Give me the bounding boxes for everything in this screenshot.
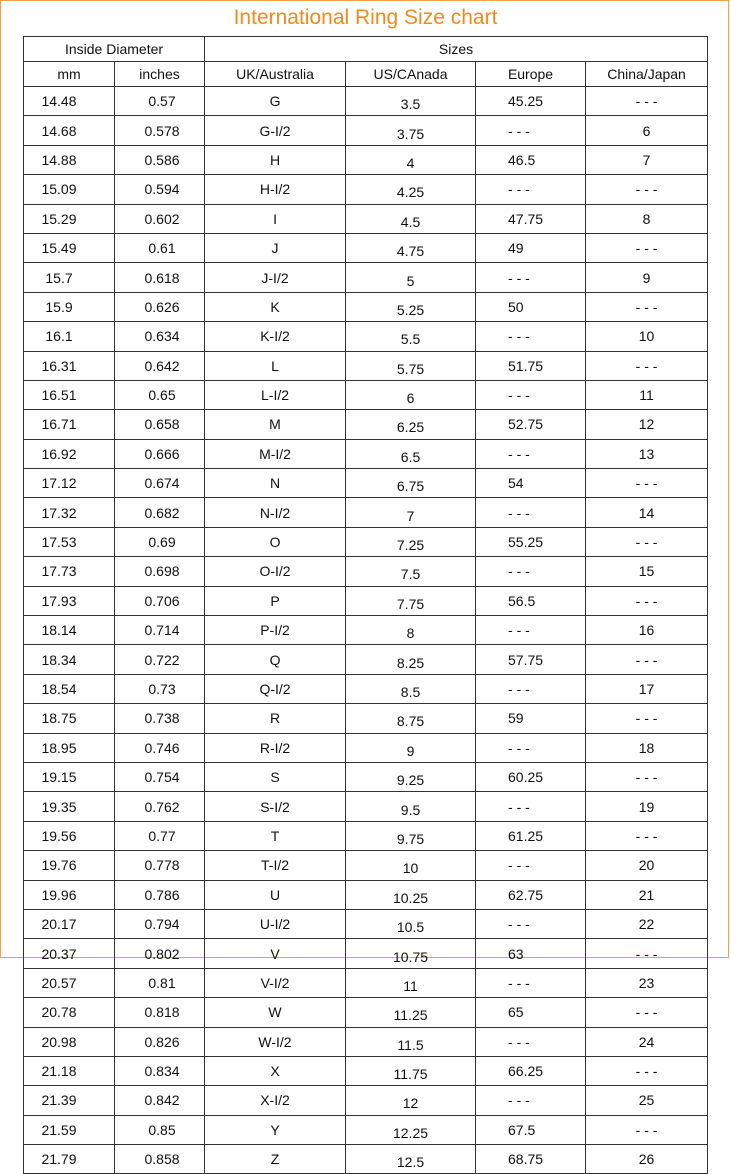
cell-europe: 63: [476, 939, 586, 968]
cell-china-japan: 25: [586, 1086, 708, 1115]
cell-us-canada: 4.5: [346, 204, 476, 233]
cell-us-canada: 11.25: [346, 998, 476, 1027]
table-row: [24, 410, 708, 439]
cell-us-canada: 6.25: [346, 410, 476, 439]
cell-china-japan: - - -: [586, 645, 708, 674]
cell-europe: 49: [476, 233, 586, 262]
cell-inches: 0.738: [115, 704, 205, 733]
cell-us-canada: 7.5: [346, 557, 476, 586]
cell-inches: 0.594: [115, 175, 205, 204]
cell-inches: 0.61: [115, 233, 205, 262]
cell-us-canada: 10.5: [346, 909, 476, 938]
column-header-china-japan: China/Japan: [586, 62, 708, 87]
cell-mm: 15.09: [24, 175, 115, 204]
cell-mm: 17.12: [24, 469, 115, 498]
cell-mm: 20.78: [24, 998, 115, 1027]
header-sizes: Sizes: [205, 37, 708, 62]
table-row: [24, 733, 708, 762]
cell-inches: 0.818: [115, 998, 205, 1027]
cell-us-canada: 5: [346, 263, 476, 292]
cell-uk-australia: K-I/2: [205, 322, 346, 351]
cell-china-japan: - - -: [586, 351, 708, 380]
cell-china-japan: 24: [586, 1027, 708, 1056]
cell-mm: 18.34: [24, 645, 115, 674]
cell-china-japan: 14: [586, 498, 708, 527]
cell-uk-australia: J: [205, 233, 346, 262]
cell-mm: 19.76: [24, 851, 115, 880]
cell-mm: 16.1: [24, 322, 115, 351]
header-inside-diameter: Inside Diameter: [24, 37, 205, 62]
cell-us-canada: 9.5: [346, 792, 476, 821]
cell-europe: 66.25: [476, 1056, 586, 1085]
cell-china-japan: 8: [586, 204, 708, 233]
cell-europe: - - -: [476, 1027, 586, 1056]
cell-us-canada: 8.25: [346, 645, 476, 674]
cell-us-canada: 8: [346, 616, 476, 645]
cell-mm: 21.79: [24, 1145, 115, 1174]
cell-inches: 0.778: [115, 851, 205, 880]
cell-uk-australia: H: [205, 145, 346, 174]
cell-inches: 0.69: [115, 527, 205, 556]
cell-china-japan: 17: [586, 674, 708, 703]
cell-china-japan: - - -: [586, 704, 708, 733]
table-row: [24, 527, 708, 556]
cell-europe: - - -: [476, 175, 586, 204]
cell-china-japan: 10: [586, 322, 708, 351]
cell-us-canada: 7.25: [346, 527, 476, 556]
cell-mm: 17.53: [24, 527, 115, 556]
cell-china-japan: 21: [586, 880, 708, 909]
table-row: [24, 762, 708, 791]
cell-mm: 18.54: [24, 674, 115, 703]
cell-mm: 19.56: [24, 821, 115, 850]
cell-europe: 59: [476, 704, 586, 733]
cell-europe: 50: [476, 292, 586, 321]
cell-us-canada: 8.75: [346, 704, 476, 733]
cell-us-canada: 8.5: [346, 674, 476, 703]
cell-europe: - - -: [476, 616, 586, 645]
cell-us-canada: 4.25: [346, 175, 476, 204]
cell-mm: 20.17: [24, 909, 115, 938]
cell-europe: - - -: [476, 116, 586, 145]
cell-inches: 0.578: [115, 116, 205, 145]
table-row: [24, 998, 708, 1027]
table-row: [24, 851, 708, 880]
cell-china-japan: - - -: [586, 175, 708, 204]
cell-uk-australia: W: [205, 998, 346, 1027]
cell-us-canada: 9.25: [346, 762, 476, 791]
table-row: [24, 1027, 708, 1056]
cell-inches: 0.81: [115, 968, 205, 997]
cell-china-japan: - - -: [586, 762, 708, 791]
cell-uk-australia: P: [205, 586, 346, 615]
column-header-inches: inches: [115, 62, 205, 87]
cell-europe: 46.5: [476, 145, 586, 174]
cell-china-japan: 23: [586, 968, 708, 997]
cell-inches: 0.642: [115, 351, 205, 380]
cell-mm: 16.31: [24, 351, 115, 380]
cell-mm: 17.73: [24, 557, 115, 586]
cell-us-canada: 4.75: [346, 233, 476, 262]
cell-china-japan: 12: [586, 410, 708, 439]
table-row: [24, 322, 708, 351]
cell-china-japan: - - -: [586, 939, 708, 968]
table-row: [24, 233, 708, 262]
cell-china-japan: 15: [586, 557, 708, 586]
cell-uk-australia: Y: [205, 1115, 346, 1144]
table-row: [24, 968, 708, 997]
cell-mm: 15.9: [24, 292, 115, 321]
table-row: [24, 1056, 708, 1085]
cell-mm: 15.7: [24, 263, 115, 292]
cell-china-japan: 7: [586, 145, 708, 174]
cell-uk-australia: S-I/2: [205, 792, 346, 821]
cell-europe: - - -: [476, 380, 586, 409]
cell-europe: - - -: [476, 792, 586, 821]
cell-uk-australia: O-I/2: [205, 557, 346, 586]
cell-europe: - - -: [476, 968, 586, 997]
cell-us-canada: 11.75: [346, 1056, 476, 1085]
cell-europe: 54: [476, 469, 586, 498]
cell-europe: - - -: [476, 851, 586, 880]
cell-us-canada: 10.25: [346, 880, 476, 909]
cell-mm: 20.98: [24, 1027, 115, 1056]
cell-europe: - - -: [476, 263, 586, 292]
cell-inches: 0.722: [115, 645, 205, 674]
cell-us-canada: 5.25: [346, 292, 476, 321]
cell-inches: 0.682: [115, 498, 205, 527]
table-row: [24, 909, 708, 938]
cell-europe: - - -: [476, 733, 586, 762]
cell-us-canada: 7.75: [346, 586, 476, 615]
cell-mm: 15.49: [24, 233, 115, 262]
cell-uk-australia: M-I/2: [205, 439, 346, 468]
cell-uk-australia: H-I/2: [205, 175, 346, 204]
cell-mm: 19.15: [24, 762, 115, 791]
cell-china-japan: - - -: [586, 1056, 708, 1085]
cell-china-japan: - - -: [586, 821, 708, 850]
cell-china-japan: 6: [586, 116, 708, 145]
cell-china-japan: - - -: [586, 87, 708, 116]
cell-mm: 20.37: [24, 939, 115, 968]
cell-inches: 0.762: [115, 792, 205, 821]
cell-mm: 16.92: [24, 439, 115, 468]
cell-uk-australia: T-I/2: [205, 851, 346, 880]
cell-uk-australia: R: [205, 704, 346, 733]
table-row: [24, 380, 708, 409]
cell-inches: 0.706: [115, 586, 205, 615]
cell-europe: 56.5: [476, 586, 586, 615]
cell-uk-australia: U: [205, 880, 346, 909]
cell-inches: 0.65: [115, 380, 205, 409]
cell-inches: 0.666: [115, 439, 205, 468]
cell-uk-australia: I: [205, 204, 346, 233]
cell-inches: 0.618: [115, 263, 205, 292]
table-row: [24, 87, 708, 116]
table-row: [24, 292, 708, 321]
cell-us-canada: 7: [346, 498, 476, 527]
cell-inches: 0.802: [115, 939, 205, 968]
cell-china-japan: 26: [586, 1145, 708, 1174]
cell-china-japan: 22: [586, 909, 708, 938]
cell-uk-australia: L: [205, 351, 346, 380]
ring-size-table: [23, 36, 708, 1174]
cell-europe: 60.25: [476, 762, 586, 791]
cell-china-japan: - - -: [586, 469, 708, 498]
cell-us-canada: 5.75: [346, 351, 476, 380]
cell-us-canada: 4: [346, 145, 476, 174]
cell-us-canada: 12: [346, 1086, 476, 1115]
cell-mm: 20.57: [24, 968, 115, 997]
table-row: [24, 616, 708, 645]
cell-mm: 21.59: [24, 1115, 115, 1144]
cell-inches: 0.842: [115, 1086, 205, 1115]
cell-us-canada: 12.25: [346, 1115, 476, 1144]
column-header-uk-australia: UK/Australia: [205, 62, 346, 87]
cell-us-canada: 10.75: [346, 939, 476, 968]
cell-uk-australia: G: [205, 87, 346, 116]
cell-europe: 45.25: [476, 87, 586, 116]
cell-europe: 52.75: [476, 410, 586, 439]
cell-inches: 0.586: [115, 145, 205, 174]
table-row: [24, 204, 708, 233]
cell-uk-australia: V: [205, 939, 346, 968]
column-header-us-canada: US/CAnada: [346, 62, 476, 87]
cell-europe: 62.75: [476, 880, 586, 909]
table-row: [24, 469, 708, 498]
cell-europe: 61.25: [476, 821, 586, 850]
cell-china-japan: - - -: [586, 1115, 708, 1144]
cell-uk-australia: Z: [205, 1145, 346, 1174]
cell-inches: 0.714: [115, 616, 205, 645]
cell-europe: 67.5: [476, 1115, 586, 1144]
cell-uk-australia: Q: [205, 645, 346, 674]
table-row: [24, 557, 708, 586]
cell-europe: - - -: [476, 322, 586, 351]
cell-mm: 21.18: [24, 1056, 115, 1085]
cell-china-japan: - - -: [586, 527, 708, 556]
cell-europe: 51.75: [476, 351, 586, 380]
cell-mm: 21.39: [24, 1086, 115, 1115]
cell-uk-australia: Q-I/2: [205, 674, 346, 703]
cell-china-japan: - - -: [586, 998, 708, 1027]
cell-mm: 14.68: [24, 116, 115, 145]
cell-mm: 14.48: [24, 87, 115, 116]
cell-inches: 0.786: [115, 880, 205, 909]
cell-us-canada: 6.75: [346, 469, 476, 498]
cell-inches: 0.602: [115, 204, 205, 233]
cell-europe: - - -: [476, 1086, 586, 1115]
cell-us-canada: 5.5: [346, 322, 476, 351]
chart-title: International Ring Size chart: [233, 6, 498, 29]
cell-inches: 0.834: [115, 1056, 205, 1085]
cell-inches: 0.698: [115, 557, 205, 586]
table-row: [24, 704, 708, 733]
cell-mm: 17.93: [24, 586, 115, 615]
cell-uk-australia: X-I/2: [205, 1086, 346, 1115]
table-row: [24, 145, 708, 174]
cell-mm: 16.51: [24, 380, 115, 409]
cell-europe: 65: [476, 998, 586, 1027]
cell-us-canada: 6: [346, 380, 476, 409]
table-row: [24, 351, 708, 380]
cell-inches: 0.658: [115, 410, 205, 439]
column-header-mm: mm: [24, 62, 115, 87]
cell-china-japan: - - -: [586, 586, 708, 615]
table-row: [24, 792, 708, 821]
cell-uk-australia: N: [205, 469, 346, 498]
cell-europe: 55.25: [476, 527, 586, 556]
table-row: [24, 645, 708, 674]
cell-uk-australia: T: [205, 821, 346, 850]
cell-inches: 0.826: [115, 1027, 205, 1056]
cell-inches: 0.626: [115, 292, 205, 321]
table-row: [24, 498, 708, 527]
table-row: [24, 175, 708, 204]
cell-mm: 19.96: [24, 880, 115, 909]
cell-mm: 16.71: [24, 410, 115, 439]
cell-inches: 0.794: [115, 909, 205, 938]
cell-us-canada: 11.5: [346, 1027, 476, 1056]
cell-us-canada: 9: [346, 733, 476, 762]
cell-europe: 68.75: [476, 1145, 586, 1174]
table-header: [24, 37, 708, 87]
cell-inches: 0.85: [115, 1115, 205, 1144]
cell-inches: 0.746: [115, 733, 205, 762]
cell-uk-australia: V-I/2: [205, 968, 346, 997]
column-header-europe: Europe: [476, 62, 586, 87]
cell-us-canada: 12.5: [346, 1145, 476, 1174]
cell-mm: 15.29: [24, 204, 115, 233]
cell-uk-australia: W-I/2: [205, 1027, 346, 1056]
table-row: [24, 880, 708, 909]
table-row: [24, 1086, 708, 1115]
table-body: [24, 87, 708, 1174]
cell-china-japan: 13: [586, 439, 708, 468]
cell-europe: - - -: [476, 909, 586, 938]
table-row: [24, 586, 708, 615]
cell-mm: 18.95: [24, 733, 115, 762]
table-row: [24, 1145, 708, 1174]
cell-us-canada: 10: [346, 851, 476, 880]
cell-uk-australia: U-I/2: [205, 909, 346, 938]
cell-inches: 0.674: [115, 469, 205, 498]
cell-inches: 0.754: [115, 762, 205, 791]
table-row: [24, 674, 708, 703]
table-row: [24, 1115, 708, 1144]
cell-uk-australia: S: [205, 762, 346, 791]
table-row: [24, 439, 708, 468]
cell-uk-australia: K: [205, 292, 346, 321]
cell-china-japan: 19: [586, 792, 708, 821]
cell-us-canada: 9.75: [346, 821, 476, 850]
cell-china-japan: 9: [586, 263, 708, 292]
cell-europe: 57.75: [476, 645, 586, 674]
cell-china-japan: 18: [586, 733, 708, 762]
cell-inches: 0.634: [115, 322, 205, 351]
table-row: [24, 263, 708, 292]
cell-uk-australia: N-I/2: [205, 498, 346, 527]
cell-china-japan: 16: [586, 616, 708, 645]
cell-mm: 18.14: [24, 616, 115, 645]
cell-mm: 19.35: [24, 792, 115, 821]
cell-us-canada: 3.75: [346, 116, 476, 145]
cell-china-japan: 20: [586, 851, 708, 880]
cell-uk-australia: R-I/2: [205, 733, 346, 762]
cell-uk-australia: X: [205, 1056, 346, 1085]
cell-uk-australia: O: [205, 527, 346, 556]
table-row: [24, 116, 708, 145]
cell-uk-australia: M: [205, 410, 346, 439]
cell-uk-australia: P-I/2: [205, 616, 346, 645]
cell-inches: 0.858: [115, 1145, 205, 1174]
cell-europe: - - -: [476, 439, 586, 468]
cell-mm: 14.88: [24, 145, 115, 174]
cell-us-canada: 6.5: [346, 439, 476, 468]
cell-uk-australia: J-I/2: [205, 263, 346, 292]
cell-mm: 17.32: [24, 498, 115, 527]
cell-europe: - - -: [476, 557, 586, 586]
table-row: [24, 821, 708, 850]
cell-europe: - - -: [476, 674, 586, 703]
cell-us-canada: 3.5: [346, 87, 476, 116]
cell-uk-australia: G-I/2: [205, 116, 346, 145]
table-row: [24, 939, 708, 968]
cell-inches: 0.73: [115, 674, 205, 703]
cell-us-canada: 11: [346, 968, 476, 997]
cell-europe: - - -: [476, 498, 586, 527]
cell-mm: 18.75: [24, 704, 115, 733]
cell-china-japan: - - -: [586, 292, 708, 321]
cell-china-japan: - - -: [586, 233, 708, 262]
cell-inches: 0.77: [115, 821, 205, 850]
cell-europe: 47.75: [476, 204, 586, 233]
cell-inches: 0.57: [115, 87, 205, 116]
cell-china-japan: 11: [586, 380, 708, 409]
cell-uk-australia: L-I/2: [205, 380, 346, 409]
